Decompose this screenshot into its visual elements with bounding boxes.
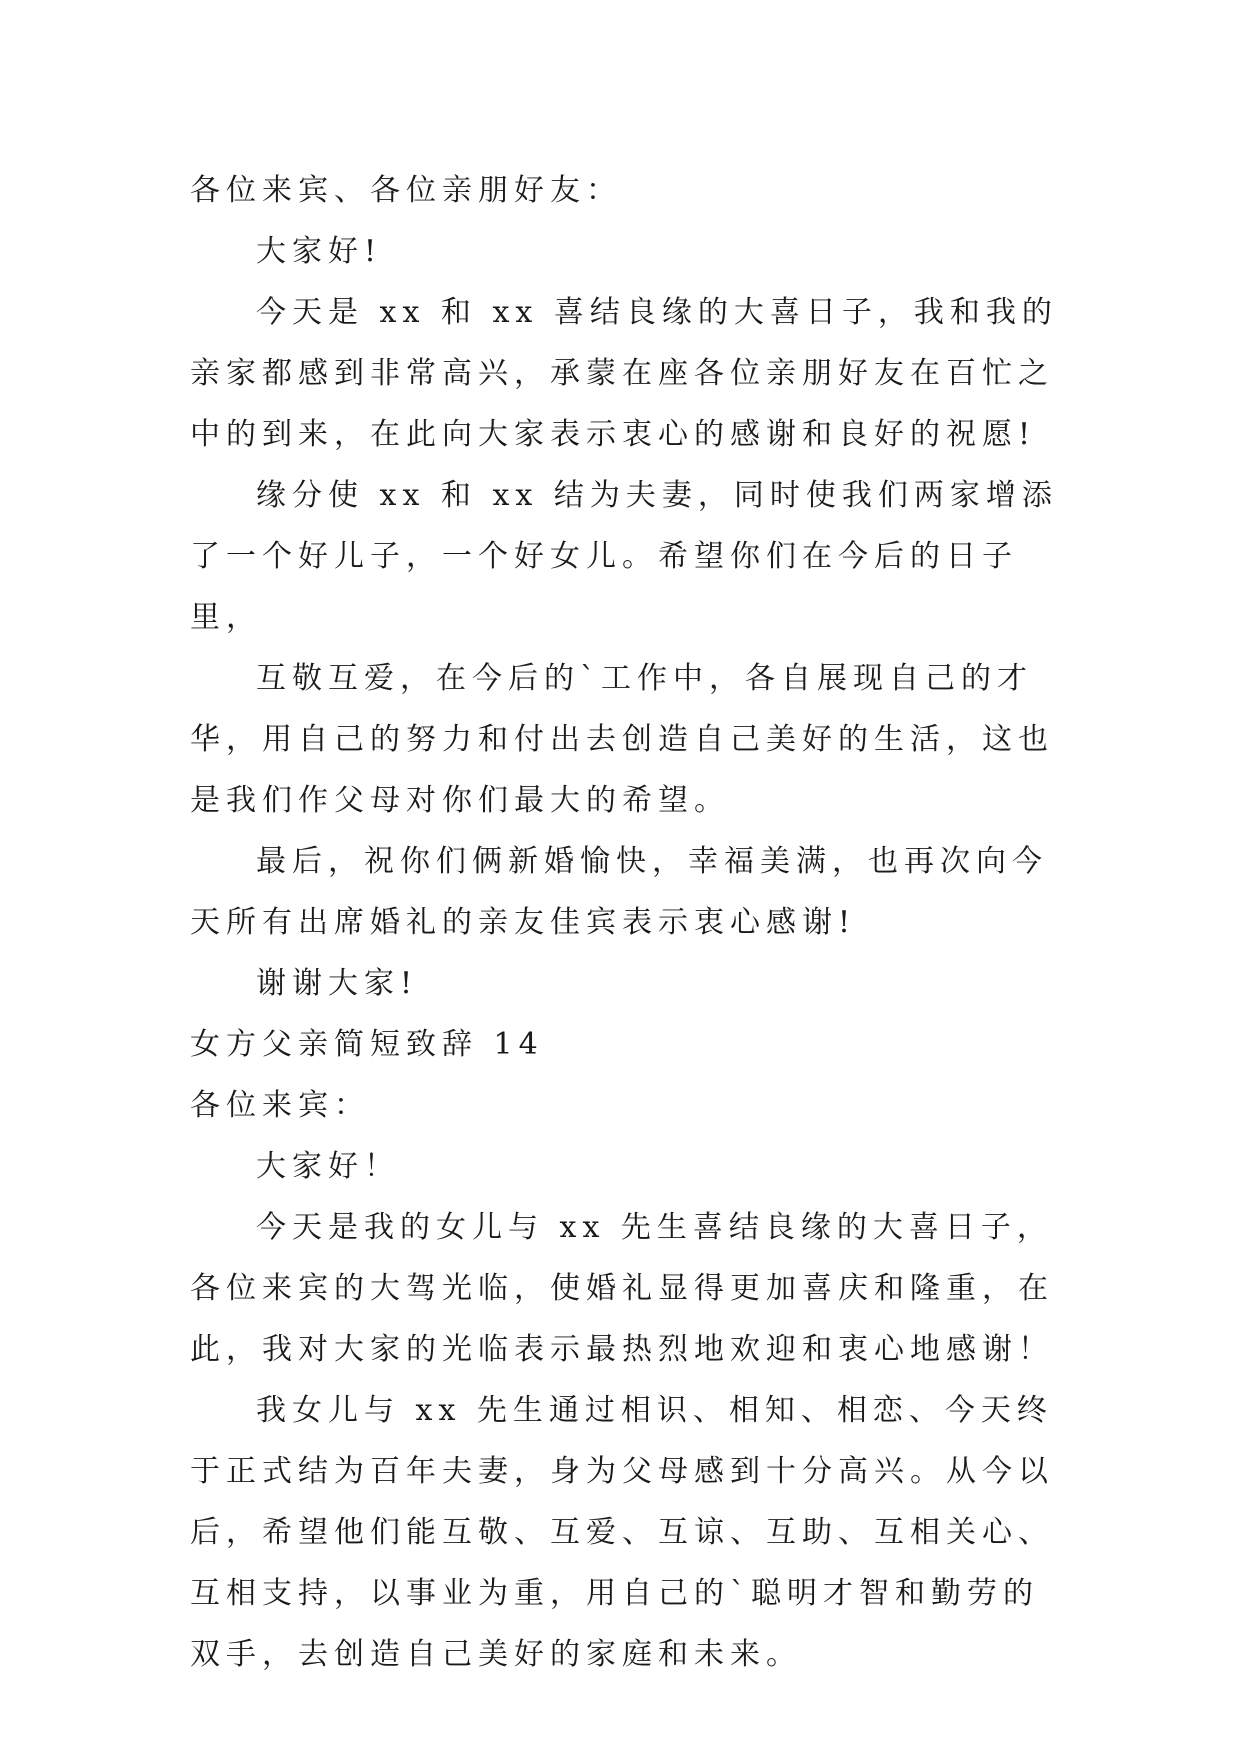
paragraph-hello-2: 大家好！: [256, 1149, 400, 1184]
paragraph-hello-1: 大家好!: [256, 234, 383, 269]
paragraph-body-3: 互敬互爱，在今后的`工作中，各自展现自己的才华，用自己的努力和付出去创造自己美好的生活，这也是我们作父母对你们最大的希望。: [190, 661, 1054, 818]
section-heading: 女方父亲简短致辞 14: [190, 1027, 544, 1062]
paragraph-body-6: 我女儿与 xx 先生通过相识、相知、相恋、今天终于正式结为百年夫妻，身为父母感到十分高兴。从今以后，希望他们能互敬、互爱、互谅、互助、互相关心、互相支持，以事业为重，用自己的`聪明才智和勤劳的双手，去创造自己美好的家庭和未来。: [190, 1393, 1054, 1672]
paragraph-greeting-1: 各位来宾、各位亲朋好友：: [190, 173, 622, 208]
paragraph-body-2: 缘分使 xx 和 xx 结为夫妻，同时使我们两家增添了一个好儿子，一个好女儿。希望你们在今后的日子里，: [190, 478, 1058, 635]
paragraph-body-5: 今天是我的女儿与 xx 先生喜结良缘的大喜日子，各位来宾的大驾光临，使婚礼显得更加喜庆和隆重，在此，我对大家的光临表示最热烈地欢迎和衷心地感谢！: [190, 1210, 1054, 1367]
paragraph-body-4: 最后，祝你们俩新婚愉快，幸福美满，也再次向今天所有出席婚礼的亲友佳宾表示衷心感谢!: [190, 844, 1048, 940]
paragraph-body-1: 今天是 xx 和 xx 喜结良缘的大喜日子，我和我的亲家都感到非常高兴，承蒙在座各位亲朋好友在百忙之中的到来，在此向大家表示衷心的感谢和良好的祝愿!: [190, 295, 1058, 452]
document-body: [190, 160, 1070, 1685]
paragraph-thanks: 谢谢大家!: [256, 966, 419, 1001]
paragraph-greeting-2: 各位来宾：: [190, 1088, 370, 1123]
